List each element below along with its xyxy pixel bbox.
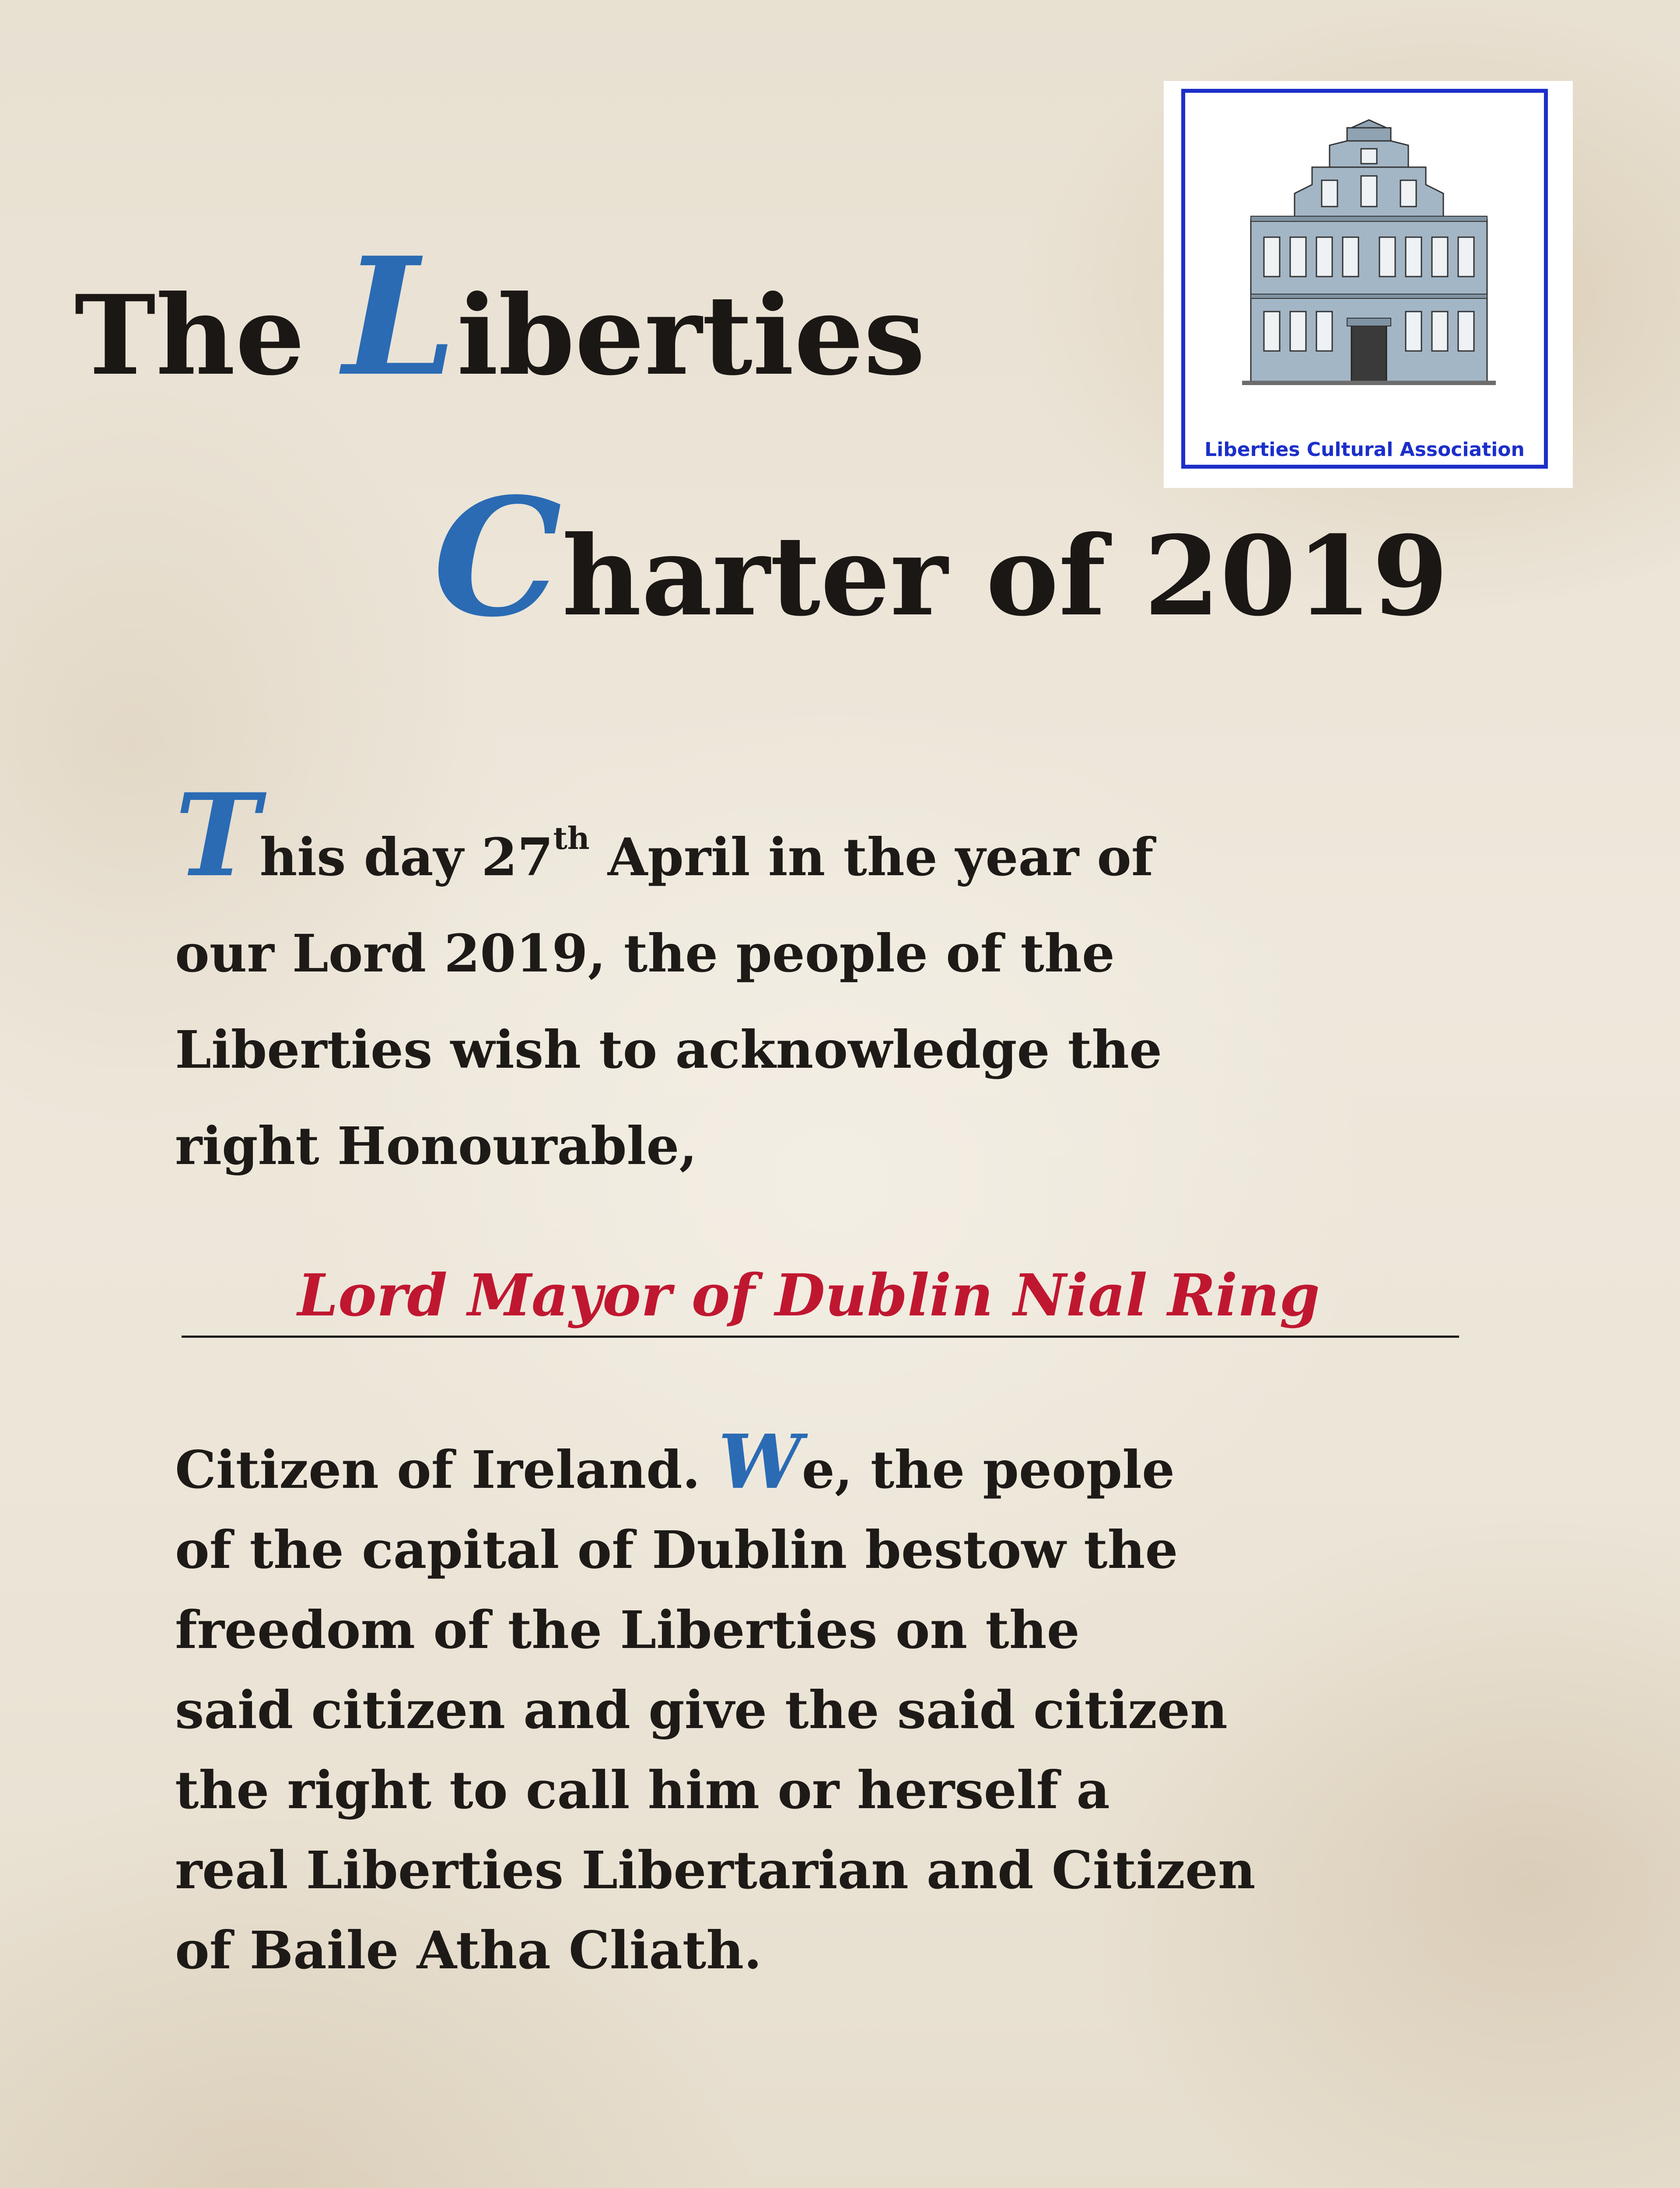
para1-line-1-text-a: his day 27 xyxy=(259,827,553,887)
honoree-name: Lord Mayor of Dublin Nial Ring xyxy=(298,1262,1320,1329)
charter-title-line-2 xyxy=(433,463,1449,653)
drop-cap-t: T xyxy=(175,769,260,902)
association-logo xyxy=(1164,81,1573,488)
para1-line-1-text-b: April in the year of xyxy=(589,827,1154,887)
para1-line-1 xyxy=(175,769,1162,905)
para1-line-2: our Lord 2019, the people of the xyxy=(175,923,1115,984)
logo-frame xyxy=(1181,89,1548,469)
para1-line-3: Liberties wish to acknowledge the xyxy=(175,1019,1162,1080)
drop-cap-w: W xyxy=(718,1418,802,1506)
para2-line-5: the right to call him or herself a xyxy=(175,1760,1110,1820)
title-words-harter-of-2019: harter of 2019 xyxy=(562,512,1449,640)
title-word-the: The xyxy=(74,271,343,400)
para2-line-4: said citizen and give the said citizen xyxy=(175,1680,1228,1740)
para2-line-2: of the capital of Dublin bestow the xyxy=(175,1519,1178,1580)
para2-line-1-text-a: Citizen of Ireland. xyxy=(175,1439,718,1500)
signature-line xyxy=(182,1336,1459,1338)
title-initial-c: C xyxy=(433,463,562,653)
para2-line-1-text-b: e, the people xyxy=(802,1439,1175,1500)
charter-title-line-1 xyxy=(74,222,925,412)
para2-line-3: freedom of the Liberties on the xyxy=(175,1599,1080,1660)
charter-paragraph-2 xyxy=(175,1418,1256,1990)
logo-caption: Liberties Cultural Association xyxy=(1204,438,1525,461)
ordinal-suffix: th xyxy=(553,820,590,856)
para2-line-6: real Liberties Libertarian and Citizen xyxy=(175,1840,1256,1900)
para2-line-1 xyxy=(175,1418,1256,1510)
title-initial-l: L xyxy=(343,222,457,412)
title-word-liberties: iberties xyxy=(457,271,925,400)
charter-paragraph-1 xyxy=(175,769,1162,1194)
para2-line-7: of Baile Atha Cliath. xyxy=(175,1920,762,1981)
building-icon xyxy=(1220,119,1518,390)
para1-line-4: right Honourable, xyxy=(175,1115,697,1176)
